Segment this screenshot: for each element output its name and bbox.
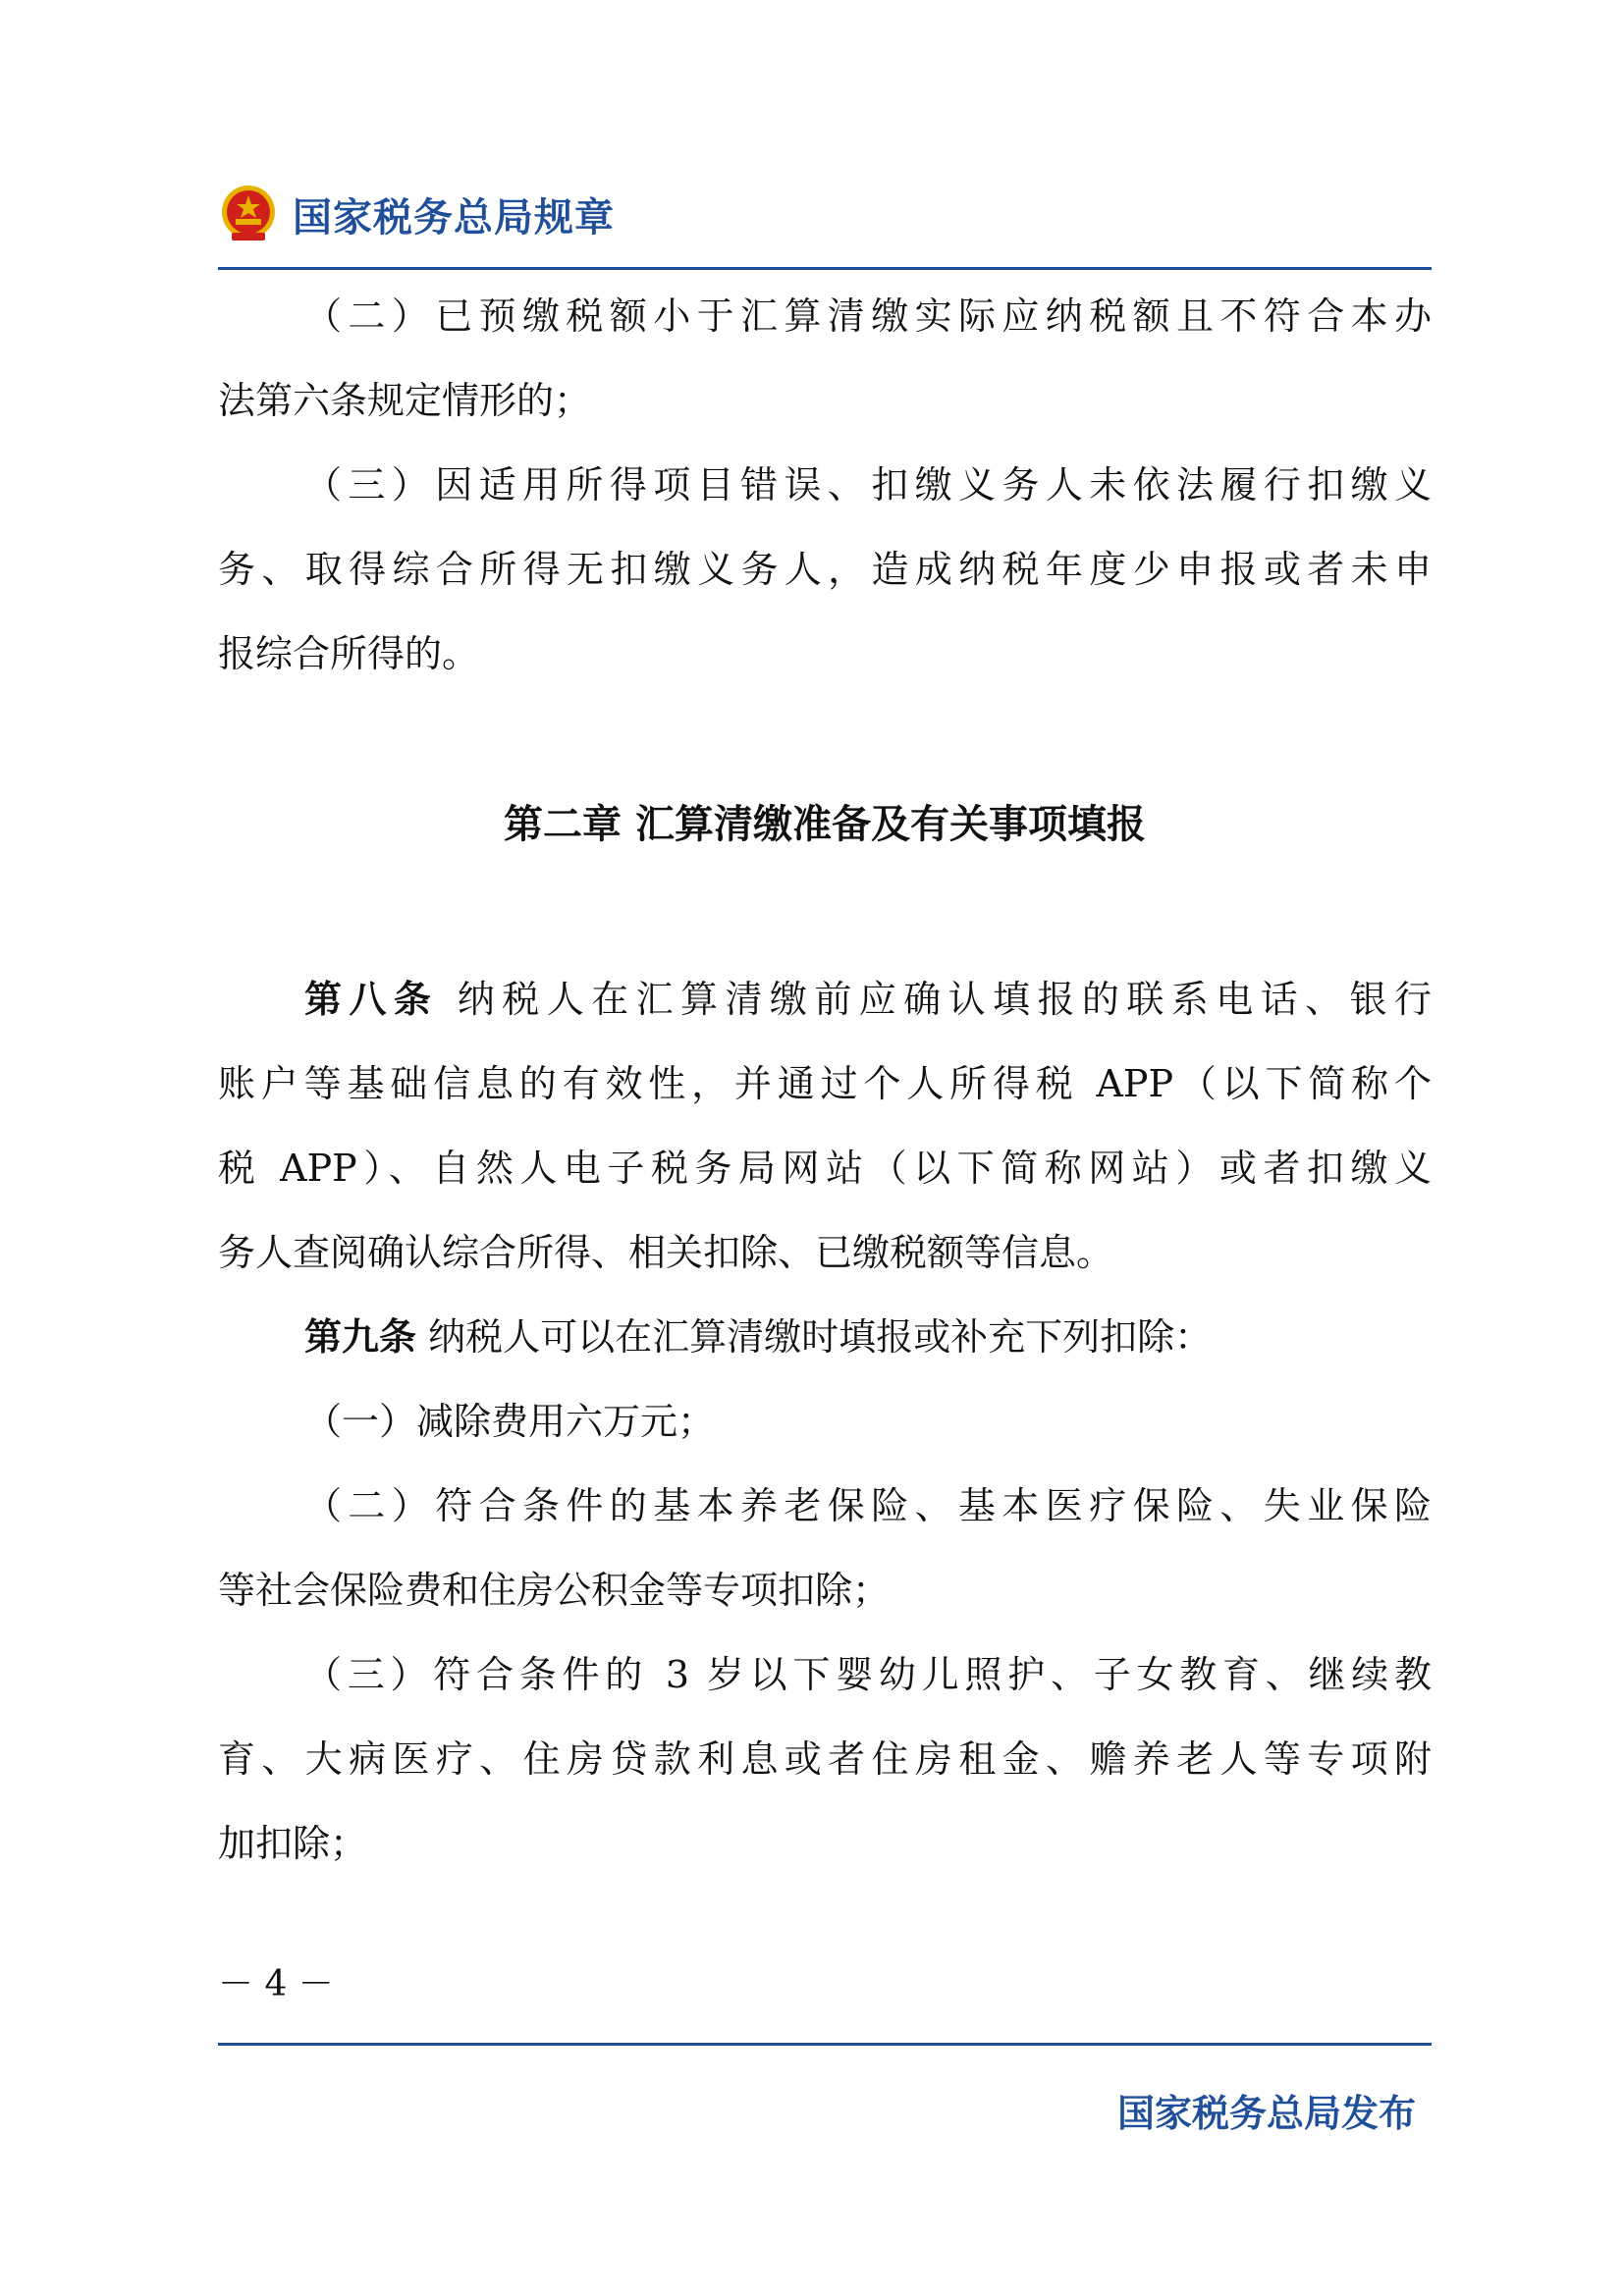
footer-rule (218, 2043, 1432, 2046)
paragraph-line: 报综合所得的。 (218, 632, 480, 675)
list-item: （一）减除费用六万元； (304, 1400, 716, 1443)
article-8-text: 纳税人在汇算清缴前应确认填报的联系电话、银行 (438, 978, 1432, 1021)
article-8-line (304, 978, 1432, 1021)
article-9-text: 纳税人可以在汇算清缴时填报或补充下列扣除： (416, 1315, 1213, 1359)
list-item: （三）符合条件的 3 岁以下婴幼儿照护、子女教育、继续教 (304, 1653, 1432, 1696)
chapter-title: 第二章 汇算清缴准备及有关事项填报 (504, 802, 1146, 847)
footer-publisher: 国家税务总局发布 (1116, 2092, 1416, 2135)
header-title: 国家税务总局规章 (293, 194, 615, 240)
paragraph-line: 务人查阅确认综合所得、相关扣除、已缴税额等信息。 (218, 1231, 1114, 1274)
paragraph-line: （二）已预缴税额小于汇算清缴实际应纳税额且不符合本办 (304, 294, 1432, 338)
paragraph-line: 加扣除； (218, 1822, 368, 1865)
article-9-label: 第九条 (304, 1315, 417, 1359)
paragraph-line: 等社会保险费和住房公积金等专项扣除； (218, 1569, 891, 1612)
page-header (218, 175, 615, 253)
national-emblem-icon (218, 184, 279, 244)
article-8-label: 第八条 (304, 978, 439, 1021)
paragraph-line: （三）因适用所得项目错误、扣缴义务人未依法履行扣缴义 (304, 463, 1432, 507)
article-9-line (304, 1315, 1432, 1359)
paragraph-line: 税 APP）、自然人电子税务局网站（以下简称网站）或者扣缴义 (218, 1147, 1432, 1190)
page-number: － 4 － (218, 1964, 334, 2004)
list-item: （二）符合条件的基本养老保险、基本医疗保险、失业保险 (304, 1484, 1432, 1527)
paragraph-line: 务、取得综合所得无扣缴义务人，造成纳税年度少申报或者未申 (218, 548, 1432, 591)
paragraph-line: 法第六条规定情形的； (218, 379, 592, 422)
paragraph-line: 账户等基础信息的有效性，并通过个人所得税 APP（以下简称个 (218, 1062, 1432, 1105)
header-rule (218, 267, 1432, 270)
paragraph-line: 育、大病医疗、住房贷款利息或者住房租金、赡养老人等专项附 (218, 1737, 1432, 1781)
